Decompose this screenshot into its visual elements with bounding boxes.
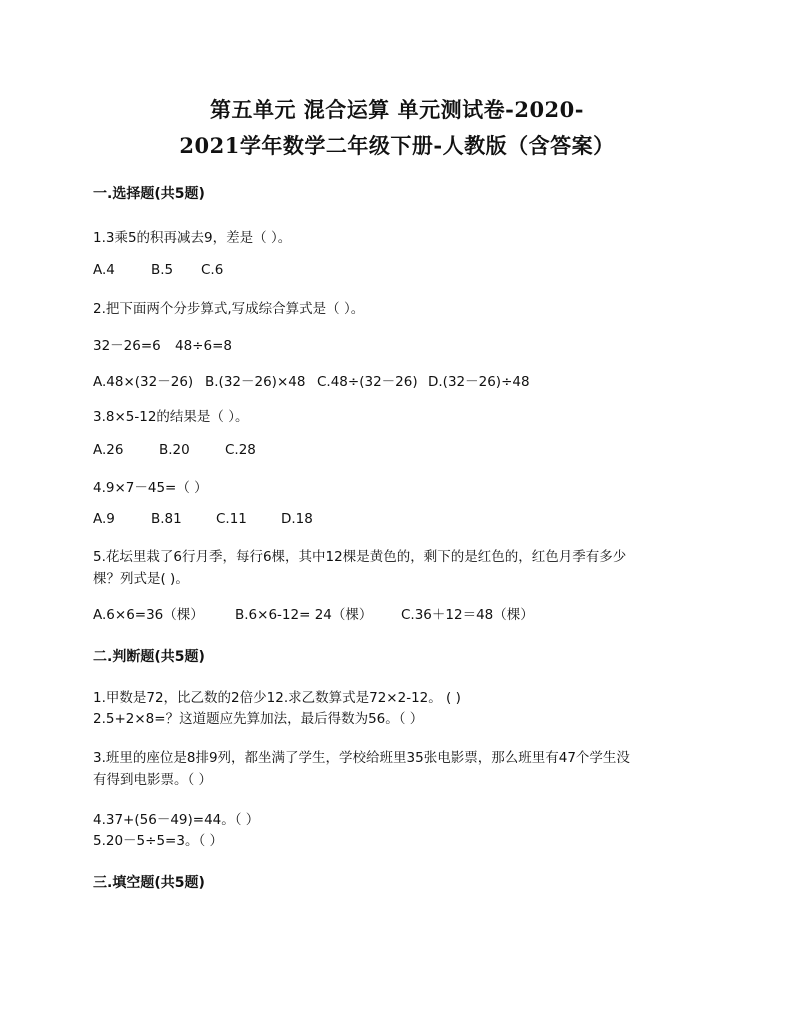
option-d: D.18 [281,511,313,527]
choice-q1-stem: 1.3乘5的积再减去9，差是（ ）。 [93,230,292,246]
judge-q5: 5.20－5÷5=3。（ ） [93,833,223,849]
option-a: A.6×6=36（棵） [93,607,204,623]
choice-q5-options [93,603,534,623]
choice-q4-options [93,511,313,527]
choice-q1-options [93,262,223,278]
choice-q2-given [93,334,232,354]
option-b: B.6×6-12= 24（棵） [235,607,373,623]
given-step-2: 48÷6=8 [175,338,232,354]
option-b: B.5 [151,262,174,278]
option-c: C.11 [216,511,247,527]
option-c: C.6 [201,262,224,278]
choice-q4-stem: 4.9×7－45=（ ） [93,480,208,496]
choice-q5-stem-line-2: 棵？列式是( )。 [93,571,189,587]
option-b: B.81 [151,511,182,527]
choice-q2-options [93,370,530,390]
title-line-2: 2021学年数学二年级下册-人教版（含答案） [179,133,615,158]
judge-q3-line-2: 有得到电影票。（ ） [93,772,213,788]
section-heading-judge: 二.判断题(共5题) [93,649,205,665]
section-heading-fill: 三.填空题(共5题) [93,875,205,891]
choice-q2-stem: 2.把下面两个分步算式,写成综合算式是（ ）。 [93,301,365,317]
option-c: C.48÷(32－26) [317,374,418,390]
option-a: A.26 [93,442,124,458]
option-b: B.20 [159,442,190,458]
option-d: D.(32－26)÷48 [428,374,530,390]
judge-q4: 4.37+(56－49)=44。（ ） [93,812,260,828]
choice-q5-stem-line-1: 5.花坛里栽了6行月季，每行6棵，其中12棵是黄色的，剩下的是红色的，红色月季有多少 [93,549,627,565]
option-c: C.28 [225,442,256,458]
section-heading-choice: 一.选择题(共5题) [93,186,205,202]
option-c: C.36＋12＝48（棵） [401,607,534,623]
judge-q2: 2.5+2×8=？这道题应先算加法，最后得数为56。（ ） [93,711,424,727]
option-a: A.48×(32－26) [93,374,194,390]
option-b: B.(32－26)×48 [205,374,306,390]
option-a: A.4 [93,262,115,278]
given-step-1: 32－26=6 [93,338,161,354]
title-line-1: 第五单元 混合运算 单元测试卷-2020- [210,97,584,122]
judge-q3-line-1: 3.班里的座位是8排9列，都坐满了学生，学校给班里35张电影票，那么班里有47个学生没 [93,750,630,766]
choice-q3-stem: 3.8×5-12的结果是（ ）。 [93,409,249,425]
judge-q1: 1.甲数是72，比乙数的2倍少12.求乙数算式是72×2-12。 ( ) [93,690,461,706]
choice-q3-options [93,442,256,458]
option-a: A.9 [93,511,115,527]
